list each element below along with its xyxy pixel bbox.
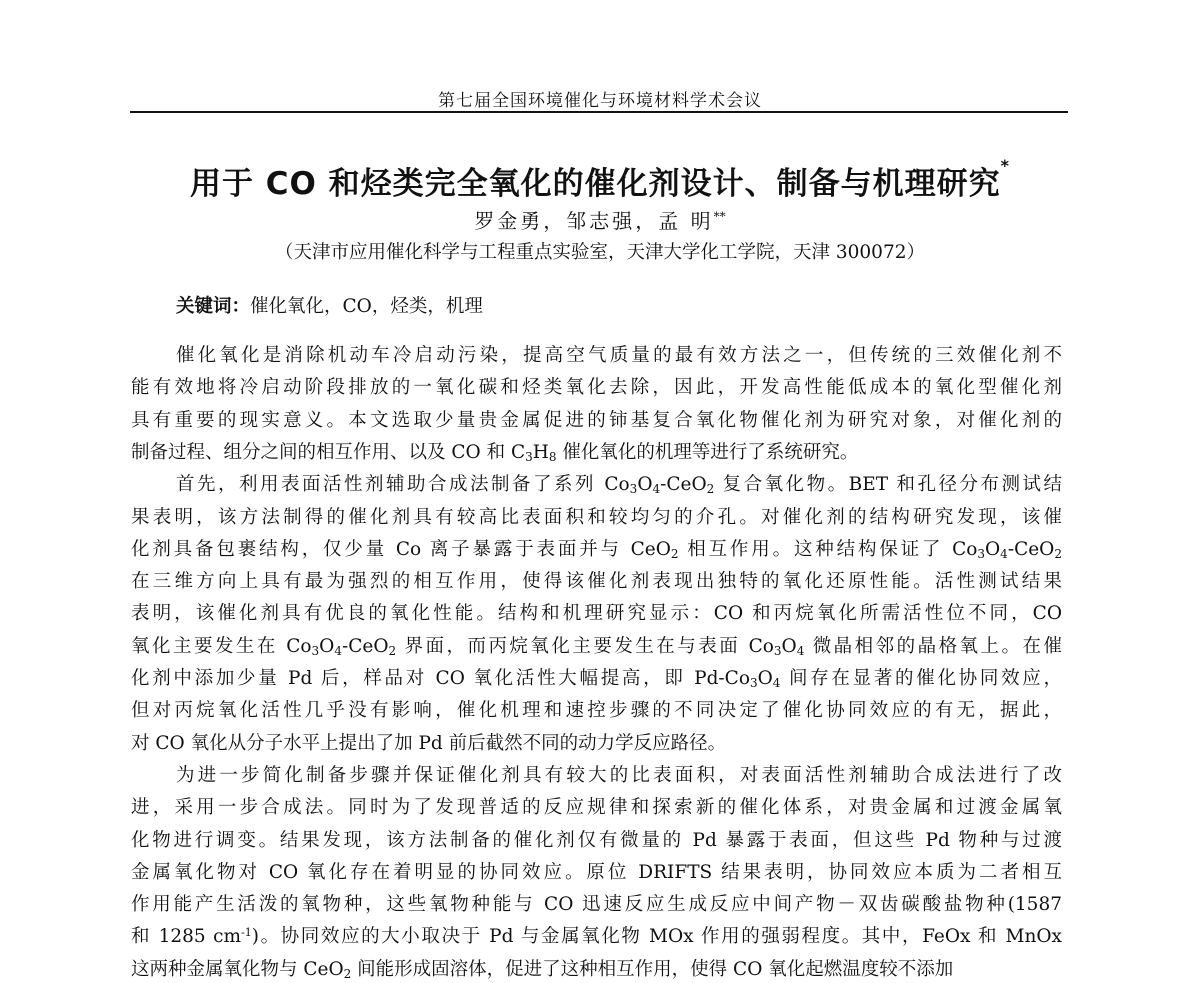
text-run: 化物进行调变。结果发现，该方法制备的催化剂仅有微量的 Pd 暴露于表面，但这些 Pd 物种与过渡	[131, 829, 1062, 851]
text-run: 催化氧化是消除机动车冷启动污染，提高空气质量的最有效方法之一，但传统的三效催化剂不	[176, 345, 1062, 366]
text-run: 化剂中添加少量 Pd 后，样品对 CO 氧化活性大幅提高，即 Pd-Co	[131, 668, 750, 689]
paper-title	[0, 158, 1200, 203]
text-run: 金属氧化物对 CO 氧化存在着明显的协同效应。原位 DRIFTS 结果表明，协同效应本质为二者相互	[131, 861, 1062, 883]
body-line	[131, 601, 1062, 627]
text-run: 氧化主要发生在 Co	[131, 635, 312, 657]
text-run: O	[757, 668, 773, 689]
body-line	[131, 924, 1062, 950]
title-text: 用于 CO 和烃类完全氧化的催化剂设计、制备与机理研究	[189, 166, 1001, 202]
text-run: 首先，利用表面活性剂辅助合成法制备了系列 Co	[176, 474, 630, 496]
text-run: 表明，该催化剂具有优良的氧化性能。结构和机理研究显示：CO 和丙烷氧化所需活性位不同，CO	[131, 603, 1062, 625]
body-line	[131, 440, 1062, 466]
body-line	[131, 666, 1062, 692]
subscript: 2	[343, 966, 352, 981]
body-line	[131, 795, 1062, 821]
subscript: 2	[670, 546, 679, 561]
body-line	[131, 892, 1062, 918]
subscript: 3	[525, 449, 533, 464]
text-run: 进，采用一步合成法。同时为了发现普适的反应规律和探索新的催化体系，对贵金属和过渡金属氧	[131, 797, 1062, 819]
text-run: 在三维方向上具有最为强烈的相互作用，使得该催化剂表现出独特的氧化还原性能。活性测试结果	[131, 571, 1062, 593]
subscript: 4	[796, 643, 805, 658]
body-line	[131, 698, 1062, 724]
text-run: O	[985, 538, 1001, 560]
body-line	[176, 763, 1062, 789]
text-run: 间存在显著的催化协同效应，	[780, 668, 1062, 689]
text-run: 具有重要的现实意义。本文选取少量贵金属促进的铈基复合氧化物催化剂为研究对象，对催化剂的	[131, 409, 1062, 431]
body-line	[131, 505, 1062, 531]
body-line	[176, 472, 1062, 498]
header-rule	[130, 111, 1068, 113]
keywords-text: 催化氧化，CO，烃类，机理	[250, 296, 483, 317]
title-footnote-mark: *	[1000, 156, 1011, 175]
text-run: 微晶相邻的晶格氧上。在催	[804, 635, 1062, 657]
text-run: -CeO	[660, 474, 707, 496]
text-run: O	[781, 635, 797, 657]
superscript: -1	[241, 926, 252, 940]
author-list	[0, 205, 1200, 234]
conference-header: 第七届全国环境催化与环境材料学术会议	[438, 91, 762, 111]
subscript: 2	[706, 482, 715, 497]
text-run: 能有效地将冷启动阶段排放的一氧化碳和烃类氧化去除，因此，开发高性能低成本的氧化型催化剂	[131, 377, 1062, 399]
text-run: 催化氧化的机理等进行了系统研究。	[556, 441, 859, 463]
text-run: -CeO	[341, 635, 389, 657]
body-line	[131, 375, 1062, 401]
text-run: )。协同效应的大小取决于 Pd 与金属氧化物 MOx 作用的强弱程度。其中，FeOx 和 MnOx	[251, 926, 1062, 948]
body-line	[131, 828, 1062, 854]
body-line	[131, 569, 1062, 595]
text-run: 但对丙烷氧化活性几乎没有影响，催化机理和速控步骤的不同决定了催化协同效应的有无，据此，	[131, 700, 1062, 722]
subscript: 3	[311, 643, 320, 658]
text-run: 为进一步简化制备步骤并保证催化剂具有较大的比表面积，对表面活性剂辅助合成法进行了改	[176, 764, 1062, 786]
body-line	[131, 860, 1062, 886]
text-run: 和 1285 cm	[131, 926, 242, 948]
body-line	[131, 957, 1062, 983]
text-run: O	[637, 474, 653, 496]
body-line	[131, 408, 1062, 434]
affiliation: （天津市应用催化科学与工程重点实验室，天津大学化工学院，天津 300072）	[274, 242, 925, 263]
body-line	[131, 537, 1062, 563]
body-line	[131, 731, 1062, 757]
text-run: O	[319, 635, 335, 657]
keywords	[176, 292, 483, 318]
text-run: H	[532, 441, 549, 463]
subscript: 4	[652, 482, 661, 497]
subscript: 4	[334, 643, 342, 658]
subscript: 3	[977, 546, 985, 561]
body-line	[131, 634, 1062, 660]
text-run: 对 CO 氧化从分子水平上提出了加 Pd 前后截然不同的动力学反应路径。	[131, 732, 727, 754]
author-names: 罗金勇，邹志强，孟 明	[474, 209, 714, 233]
text-run: 这两种金属氧化物与 CeO	[131, 958, 344, 980]
subscript: 3	[749, 676, 758, 690]
body-line	[176, 343, 1062, 369]
subscript: 2	[1054, 546, 1062, 561]
subscript: 4	[772, 676, 781, 690]
text-run: -CeO	[1007, 538, 1055, 560]
text-run: 作用能产生活泼的氧物种，这些氧物种能与 CO 迅速反应生成反应中间产物－双齿碳酸盐物种(1587	[131, 894, 1062, 916]
author-footnote-mark: **	[713, 209, 726, 224]
keywords-label: 关键词：	[176, 296, 251, 317]
text-run: 间能形成固溶体，促进了这种相互作用，使得 CO 氧化起燃温度较不添加	[351, 958, 954, 980]
text-run: 制备过程、组分之间的相互作用、以及 CO 和 C	[131, 441, 526, 463]
text-run: 复合氧化物。BET 和孔径分布测试结	[714, 474, 1062, 496]
text-run: 相互作用。这种结构保证了 Co	[678, 538, 978, 560]
subscript: 3	[773, 643, 782, 658]
text-run: 化剂具备包裹结构，仅少量 Co 离子暴露于表面并与 CeO	[131, 538, 671, 560]
text-run: 果表明，该方法制得的催化剂具有较高比表面积和较均匀的介孔。对催化剂的结构研究发现，该催	[131, 506, 1062, 528]
subscript: 3	[629, 482, 638, 497]
subscript: 2	[388, 643, 397, 658]
subscript: 4	[1000, 546, 1008, 561]
text-run: 界面，而丙烷氧化主要发生在与表面 Co	[396, 635, 774, 657]
subscript: 8	[548, 449, 557, 464]
